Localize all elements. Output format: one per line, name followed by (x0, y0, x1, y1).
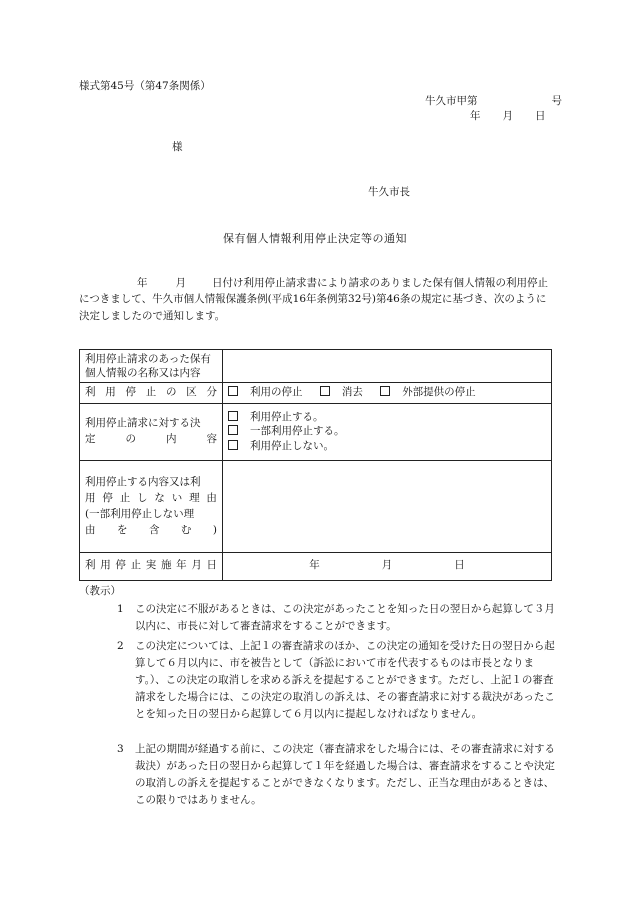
label-char: ) (212, 524, 217, 537)
label-char: 由 (206, 491, 217, 504)
label-char: 内 (166, 432, 177, 445)
label-char: 用 (85, 491, 96, 504)
notice-item (117, 601, 557, 635)
form-label: 様式第45号（第47条関係） (79, 80, 211, 92)
label-char: 用 (100, 559, 111, 572)
checkbox-icon (228, 425, 238, 435)
label-char: い (171, 491, 183, 504)
document-number-prefix: 牛久市甲第 (425, 95, 478, 107)
label-char: 分 (206, 386, 217, 399)
row-decision-label (80, 403, 223, 460)
addressee: 様 (172, 141, 183, 153)
row-category-label-text (85, 385, 217, 400)
label-char: 区 (186, 386, 197, 399)
row-reason-value (223, 460, 552, 552)
notice-heading: （教示） (79, 585, 121, 597)
label-char: の (166, 386, 177, 399)
row-request-content-label: 利用停止請求のあった保有個人情報の名称又は内容 (80, 350, 223, 383)
label-char: 停 (102, 491, 113, 504)
notice-text: この決定については、上記１の審査請求のほか、この決定の通知を受けた日の翌日から起算して６月以内に、市を被告として（訴訟において市を代表するものは市長となります。）、この決定の取消しを求める訴えを提起することができます。ただし、上記１の審査請求をした場合には、この決定の取消しの訴えは、その審査請求に対する裁決があったことを知った日の翌日から起算して６月以内に提起しなければなりません。 (135, 640, 555, 720)
label-char: 施 (160, 559, 172, 572)
checkbox-icon (228, 411, 238, 421)
label-char: し (137, 491, 148, 504)
row-date-label (80, 552, 223, 580)
label-char: 用 (105, 386, 116, 399)
label-char: 止 (130, 559, 142, 572)
date-day: 日 (535, 110, 546, 122)
label-char: 利 (85, 559, 96, 572)
label-char: 月 (191, 559, 202, 572)
table-row (80, 350, 552, 383)
body-text: 日付け利用停止請求書により請求のありました保有個人情報の利用停止につきまして、牛久市個人情報保護条例(平成16年条例第32号)第46条の規定に基づき、次のように決定しましたので通知します。 (79, 277, 548, 322)
label-char: を (116, 524, 128, 537)
row-decision-label-line1: 利用停止請求に対する決 (85, 417, 201, 430)
body-paragraph (79, 275, 555, 324)
option-no-stop: 利用停止しない。 (228, 439, 546, 454)
row-reason-label-line4 (85, 522, 217, 538)
checkbox-icon (228, 386, 238, 396)
table-row (80, 403, 552, 460)
option-stop: 利用停止する。 (228, 410, 546, 425)
notice-text: この決定に不服があるときは、この決定があったことを知った日の翌日から起算して３月以内に、市長に対して審査請求をすることができます。 (135, 603, 555, 632)
notice-number: 2 (117, 640, 124, 652)
table-row (80, 460, 552, 552)
option-stop-use: 利用の停止 (228, 385, 303, 400)
row-reason-label-line2 (85, 490, 217, 506)
label-char: な (154, 491, 165, 504)
document-date (470, 109, 546, 124)
label-char: 実 (145, 559, 157, 572)
document-number-suffix: 号 (551, 95, 562, 107)
body-month: 月 (175, 277, 186, 289)
option-delete: 消去 (320, 385, 363, 400)
row-decision-label-line2 (85, 432, 217, 447)
checkbox-icon (320, 386, 330, 396)
label-char: 日 (206, 559, 217, 572)
date-year: 年 (470, 110, 481, 122)
row-decision-options (223, 403, 552, 460)
label-char: 止 (145, 386, 157, 399)
label-char: 定 (85, 432, 96, 445)
table-row (80, 552, 552, 580)
row-reason-label (80, 460, 223, 552)
notice-item (117, 638, 557, 723)
implement-month: 月 (381, 559, 393, 572)
notice-text: 上記の期間が経過する前に、この決定（審査請求をした場合には、その審査請求に対する裁決）があった日の翌日から起算して１年を経過した場合は、審査請求をすることや決定の取消しの訴えを提起することができなくなります。ただし、正当な理由があるときは、この限りではありません。 (135, 743, 555, 806)
label-char: の (125, 432, 136, 445)
row-date-value (223, 552, 552, 580)
checkbox-icon (228, 440, 238, 450)
notice-number: 3 (117, 743, 124, 755)
sender: 牛久市長 (368, 186, 410, 198)
row-date-label-text (85, 558, 217, 573)
label-char: 容 (206, 432, 217, 445)
row-category-options (223, 383, 552, 403)
label-char: む (180, 524, 192, 537)
date-month: 月 (502, 110, 513, 122)
notice-number: 1 (117, 603, 124, 615)
label-char: 停 (115, 559, 126, 572)
label-char: 利 (85, 386, 96, 399)
label-char: 年 (176, 559, 187, 572)
page-title: 保有個人情報利用停止決定等の通知 (223, 232, 407, 245)
option-partial-stop: 一部利用停止する。 (228, 424, 546, 439)
row-request-content-value (223, 350, 552, 383)
notice-item (117, 741, 557, 809)
row-reason-label-line1: 利用停止する内容又は利 (85, 475, 201, 488)
label-char: 含 (148, 524, 160, 537)
body-year: 年 (137, 277, 148, 289)
label-char: 由 (85, 524, 96, 537)
option-stop-external: 外部提供の停止 (380, 385, 476, 400)
row-reason-label-line3: (一部利用停止しない理 (85, 508, 195, 521)
document-number (425, 94, 562, 109)
implement-year: 年 (309, 559, 320, 572)
decision-table (79, 349, 552, 581)
label-char: 停 (125, 386, 136, 399)
table-row (80, 383, 552, 403)
row-category-label (80, 383, 223, 403)
implement-day: 日 (454, 559, 465, 572)
checkbox-icon (380, 386, 390, 396)
label-char: 理 (189, 491, 200, 504)
label-char: 止 (119, 491, 131, 504)
